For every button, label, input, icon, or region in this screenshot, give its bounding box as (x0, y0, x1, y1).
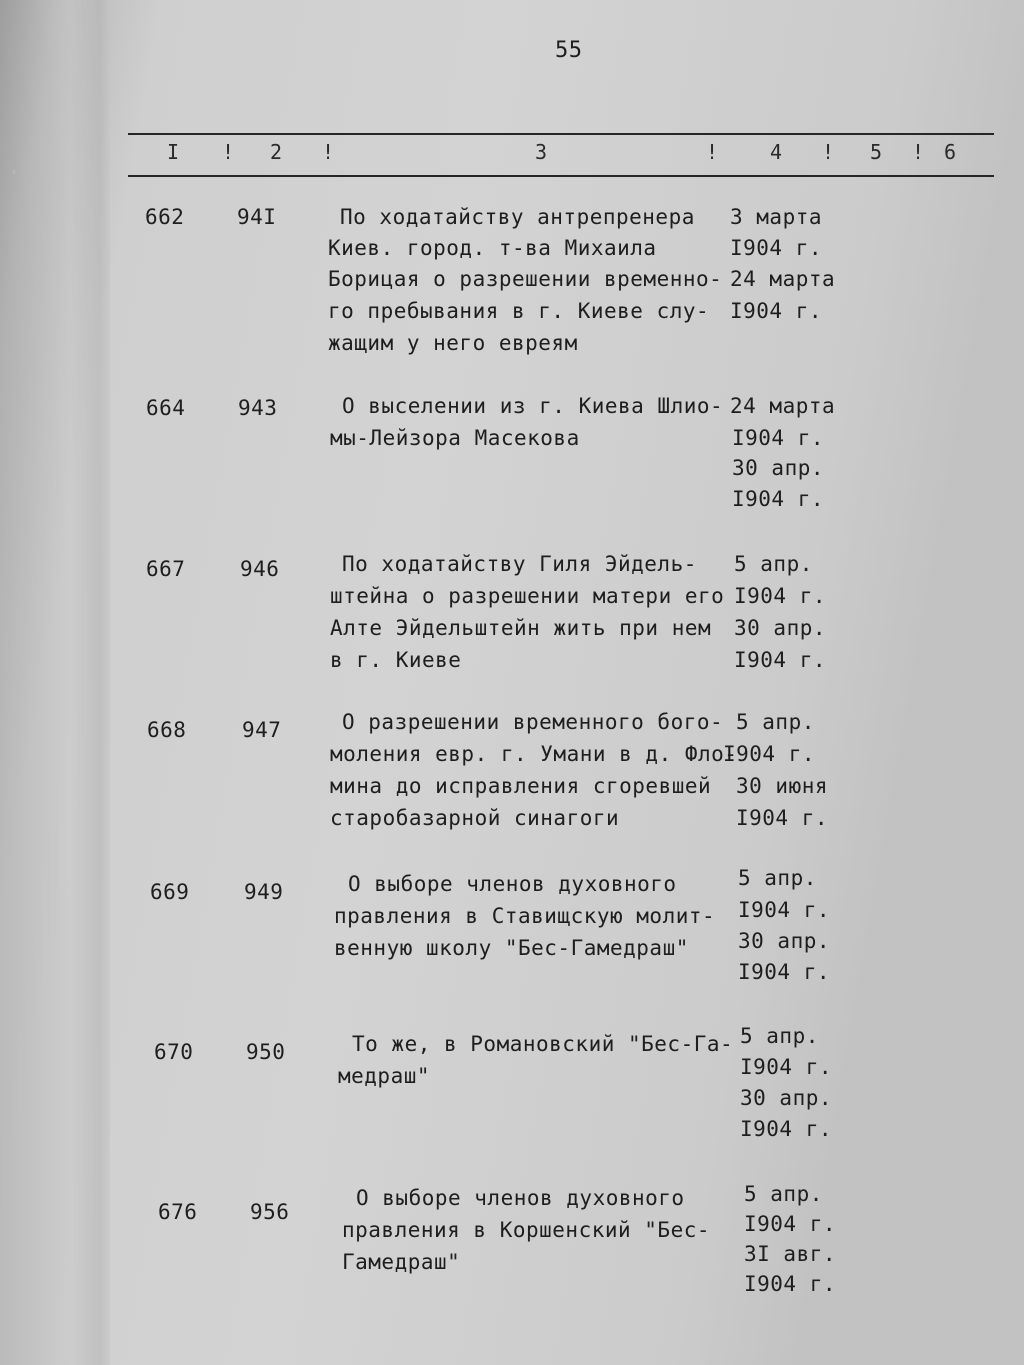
file-number: 943 (238, 396, 278, 420)
date-line: 5 апр. (736, 710, 815, 734)
page-number: 55 (555, 38, 583, 63)
file-number: 949 (244, 880, 284, 904)
header-separator: ! (706, 140, 719, 164)
file-number: 950 (246, 1040, 286, 1064)
date-line: I904 г. (740, 1117, 833, 1141)
date-line: I904 г. (732, 426, 825, 450)
date-line: 30 апр. (734, 616, 827, 640)
date-line: 30 июня (736, 774, 829, 798)
date-line: I904 г. (734, 648, 827, 672)
description-line: Гамедраш" (342, 1250, 461, 1274)
header-rule-top (128, 133, 994, 135)
header-separator: ! (222, 140, 235, 164)
description-line: старобазарной синагоги (330, 806, 620, 830)
header-col-6: 6 (944, 140, 957, 164)
header-col-4: 4 (770, 140, 783, 164)
date-line: 5 апр. (734, 552, 813, 576)
date-line: I904 г. (738, 898, 831, 922)
header-rule-bottom (128, 175, 994, 177)
date-line: I904 г. (744, 1272, 837, 1296)
header-col-2: 2 (270, 140, 283, 164)
book-spine-shadow (0, 0, 110, 1365)
description-line: медраш" (338, 1064, 431, 1088)
description-line: О выборе членов духовного (348, 872, 677, 896)
date-line: 30 апр. (732, 456, 825, 480)
description-line: правления в Коршенский "Бес- (342, 1218, 711, 1242)
description-line: То же, в Романовский "Бес-Га- (352, 1032, 734, 1056)
date-line: 24 марта (730, 394, 836, 418)
description-line: жащим у него евреям (328, 331, 578, 355)
row-number: 667 (146, 557, 186, 581)
file-number: 94I (237, 205, 277, 229)
description-line: мы-Лейзора Масекова (330, 426, 580, 450)
bleed-through-mark: · (7, 159, 21, 185)
header-col-5: 5 (870, 140, 883, 164)
date-line: 24 марта (730, 267, 836, 291)
description-line: го пребывания в г. Киеве слу- (328, 299, 710, 323)
date-line: I904 г. (738, 960, 831, 984)
date-line: 5 апр. (740, 1024, 819, 1048)
date-line: 5 апр. (744, 1182, 823, 1206)
description-line: мина до исправления сгоревшей (330, 774, 712, 798)
date-line: I904 г. (730, 299, 823, 323)
row-number: 664 (146, 396, 186, 420)
date-line: 3I авг. (744, 1242, 837, 1266)
bleed-through-mark: · (10, 370, 23, 394)
date-line: I904 г. (723, 742, 816, 766)
description-line: По ходатайству Гиля Эйдель- (342, 552, 697, 576)
row-number: 668 (147, 718, 187, 742)
date-line: I904 г. (734, 584, 827, 608)
row-number: 662 (145, 205, 185, 229)
description-line: Борицая о разрешении временно- (328, 267, 723, 291)
header-col-1: I (167, 140, 180, 164)
header-separator: ! (822, 140, 835, 164)
date-line: 5 апр. (738, 866, 817, 890)
row-number: 670 (154, 1040, 194, 1064)
description-line: О выселении из г. Киева Шлио- (342, 394, 724, 418)
file-number: 956 (250, 1200, 290, 1224)
description-line: По ходатайству антрепренера (340, 205, 695, 229)
description-line: Алте Эйдельштейн жить при нем (330, 616, 712, 640)
file-number: 946 (240, 557, 280, 581)
description-line: моления евр. г. Умани в д. Фло- (330, 742, 738, 766)
date-line: I904 г. (736, 806, 829, 830)
date-line: I904 г. (730, 236, 823, 260)
description-line: Киев. город. т-ва Михаила (328, 236, 657, 260)
description-line: О разрешении временного бого- (342, 710, 724, 734)
date-line: 30 апр. (738, 929, 831, 953)
file-number: 947 (242, 718, 282, 742)
description-line: О выборе членов духовного (356, 1186, 685, 1210)
description-line: правления в Ставищскую молит- (334, 904, 716, 928)
description-line: штейна о разрешении матери его (330, 584, 725, 608)
date-line: 3 марта (730, 205, 823, 229)
header-separator: ! (322, 140, 335, 164)
header-col-3: 3 (535, 140, 548, 164)
row-number: 676 (158, 1200, 198, 1224)
row-number: 669 (150, 880, 190, 904)
description-line: в г. Киеве (330, 648, 462, 672)
header-separator: ! (912, 140, 925, 164)
date-line: I904 г. (740, 1055, 833, 1079)
date-line: I904 г. (732, 487, 825, 511)
description-line: венную школу "Бес-Гамедраш" (334, 936, 689, 960)
date-line: I904 г. (744, 1212, 837, 1236)
date-line: 30 апр. (740, 1086, 833, 1110)
